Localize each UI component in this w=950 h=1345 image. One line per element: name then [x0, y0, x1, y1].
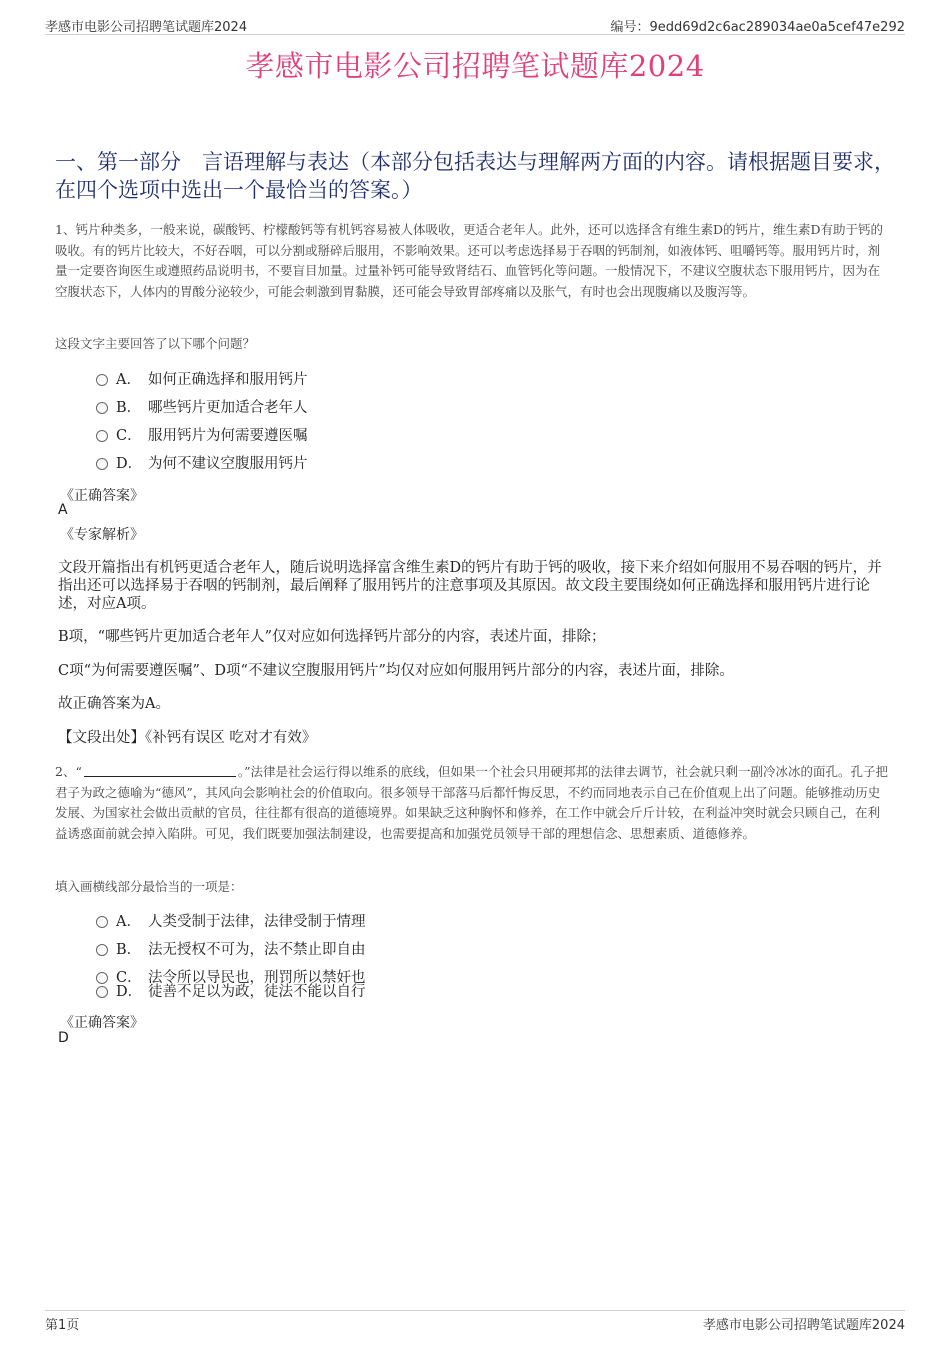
header-doc-id: 编号：9edd69d2c6ac289034ae0a5cef47e292	[610, 20, 905, 35]
fill-blank	[84, 764, 236, 777]
q1-answer-label: 《正确答案》	[60, 488, 144, 504]
q1-passage: 1、钙片种类多，一般来说，碳酸钙、柠檬酸钙等有机钙容易被人体吸收，更适合老年人。此外，还可以选择含有维生素D的钙片，维生素D有助于钙的吸收。有的钙片比较大，不好吞咽，可以分割或掰碎后服用，不影响效果。还可以考虑选择易于吞咽的钙制剂，如液体钙、咀嚼钙等。服用钙片时，剂量一定要咨询医生或遵照药品说明书，不要盲目加量。过量补钙可能导致肾结石、血管钙化等问题。一般情况下，不建议空腹状态下服用钙片，因为在空腹状态下，人体内的胃酸分泌较少，可能会刺激到胃黏膜，还可能会导致胃部疼痛以及胀气，有时也会出现腹痛以及腹泻等。	[55, 222, 883, 299]
header-doc-name: 孝感市电影公司招聘笔试题库2024	[45, 20, 248, 35]
section-heading: 一、第一部分 言语理解与表达（本部分包括表达与理解两方面的内容。请根据题目要求，在四个选项中选出一个最恰当的答案。）	[55, 150, 895, 202]
q1-question: 这段文字主要回答了以下哪个问题？	[55, 336, 256, 351]
footer-doc-name: 孝感市电影公司招聘笔试题库2024	[702, 1318, 905, 1333]
radio-icon[interactable]	[96, 458, 108, 470]
q2-option-a[interactable]: A． 人类受制于法律，法律受制于情理	[96, 912, 366, 932]
radio-icon[interactable]	[96, 402, 108, 414]
q1-option-c[interactable]: C． 服用钙片为何需要遵医嘱	[96, 426, 308, 446]
page-title: 孝感市电影公司招聘笔试题库2024	[245, 49, 705, 83]
page-number: 第1页	[45, 1318, 80, 1333]
q2-passage: 2、“ 。”法律是社会运行得以维系的底线，但如果一个社会只用硬邦邦的法律去调节，社会就只剩一副冷冰冰的面孔。孔子把君子为政之德喻为“德风”，其风向会影响社会的价值取向。很多领导干部落马后都忏悔反思，不约而同地表示自己在价值观上出了问题。能够推动历史发展、为国家社会做出贡献的官员，往往都有很高的道德境界。如果缺乏这种胸怀和修养，在工作中就会斤斤计较，在利益冲突时就会只顾自己，在利益诱惑面前就会掉入陷阱。可见，我们既要加强法制建设，也需要提高和加强党员领导干部的理想信念、思想素质、道德修养。	[55, 764, 888, 841]
q2-answer-label: 《正确答案》	[60, 1015, 144, 1031]
q2-question: 填入画横线部分最恰当的一项是：	[55, 879, 243, 894]
q2-answer: D	[58, 1030, 69, 1046]
q2-option-d[interactable]: D． 徒善不足以为政，徒法不能以自行	[96, 982, 366, 1002]
q1-source: 【文段出处】《补钙有误区 吃对才有效》	[58, 730, 317, 746]
q1-answer: A	[58, 502, 68, 518]
radio-icon[interactable]	[96, 916, 108, 928]
q1-analysis-para-3: C项“为何需要遵医嘱”、D项“不建议空腹服用钙片”均仅对应如何服用钙片部分的内容，表述片面，排除。	[58, 663, 734, 679]
q1-option-b[interactable]: B． 哪些钙片更加适合老年人	[96, 398, 308, 418]
q1-option-d[interactable]: D． 为何不建议空腹服用钙片	[96, 454, 308, 474]
radio-icon[interactable]	[96, 944, 108, 956]
q2-option-c[interactable]: C． 法令所以导民也，刑罚所以禁奸也	[96, 968, 366, 988]
radio-icon[interactable]	[96, 986, 108, 998]
footer-divider	[45, 1310, 905, 1311]
q1-analysis-para-2: B项，“哪些钙片更加适合老年人”仅对应如何选择钙片部分的内容，表述片面，排除；	[58, 629, 606, 645]
q1-analysis-para-4: 故正确答案为A。	[58, 696, 170, 712]
radio-icon[interactable]	[96, 374, 108, 386]
q1-analysis-label: 《专家解析》	[60, 527, 144, 543]
q1-analysis-para-1: 文段开篇指出有机钙更适合老年人，随后说明选择富含维生素D的钙片有助于钙的吸收，接下来介绍如何服用不易吞咽的钙片，并指出还可以选择易于吞咽的钙制剂，最后阐释了服用钙片的注意事项及其原因。故文段主要围绕如何正确选择和服用钙片进行论述，对应A项。	[58, 560, 882, 612]
q2-option-b[interactable]: B． 法无授权不可为，法不禁止即自由	[96, 940, 366, 960]
radio-icon[interactable]	[96, 430, 108, 442]
header-divider	[45, 34, 905, 35]
q1-option-a[interactable]: A． 如何正确选择和服用钙片	[96, 370, 308, 390]
